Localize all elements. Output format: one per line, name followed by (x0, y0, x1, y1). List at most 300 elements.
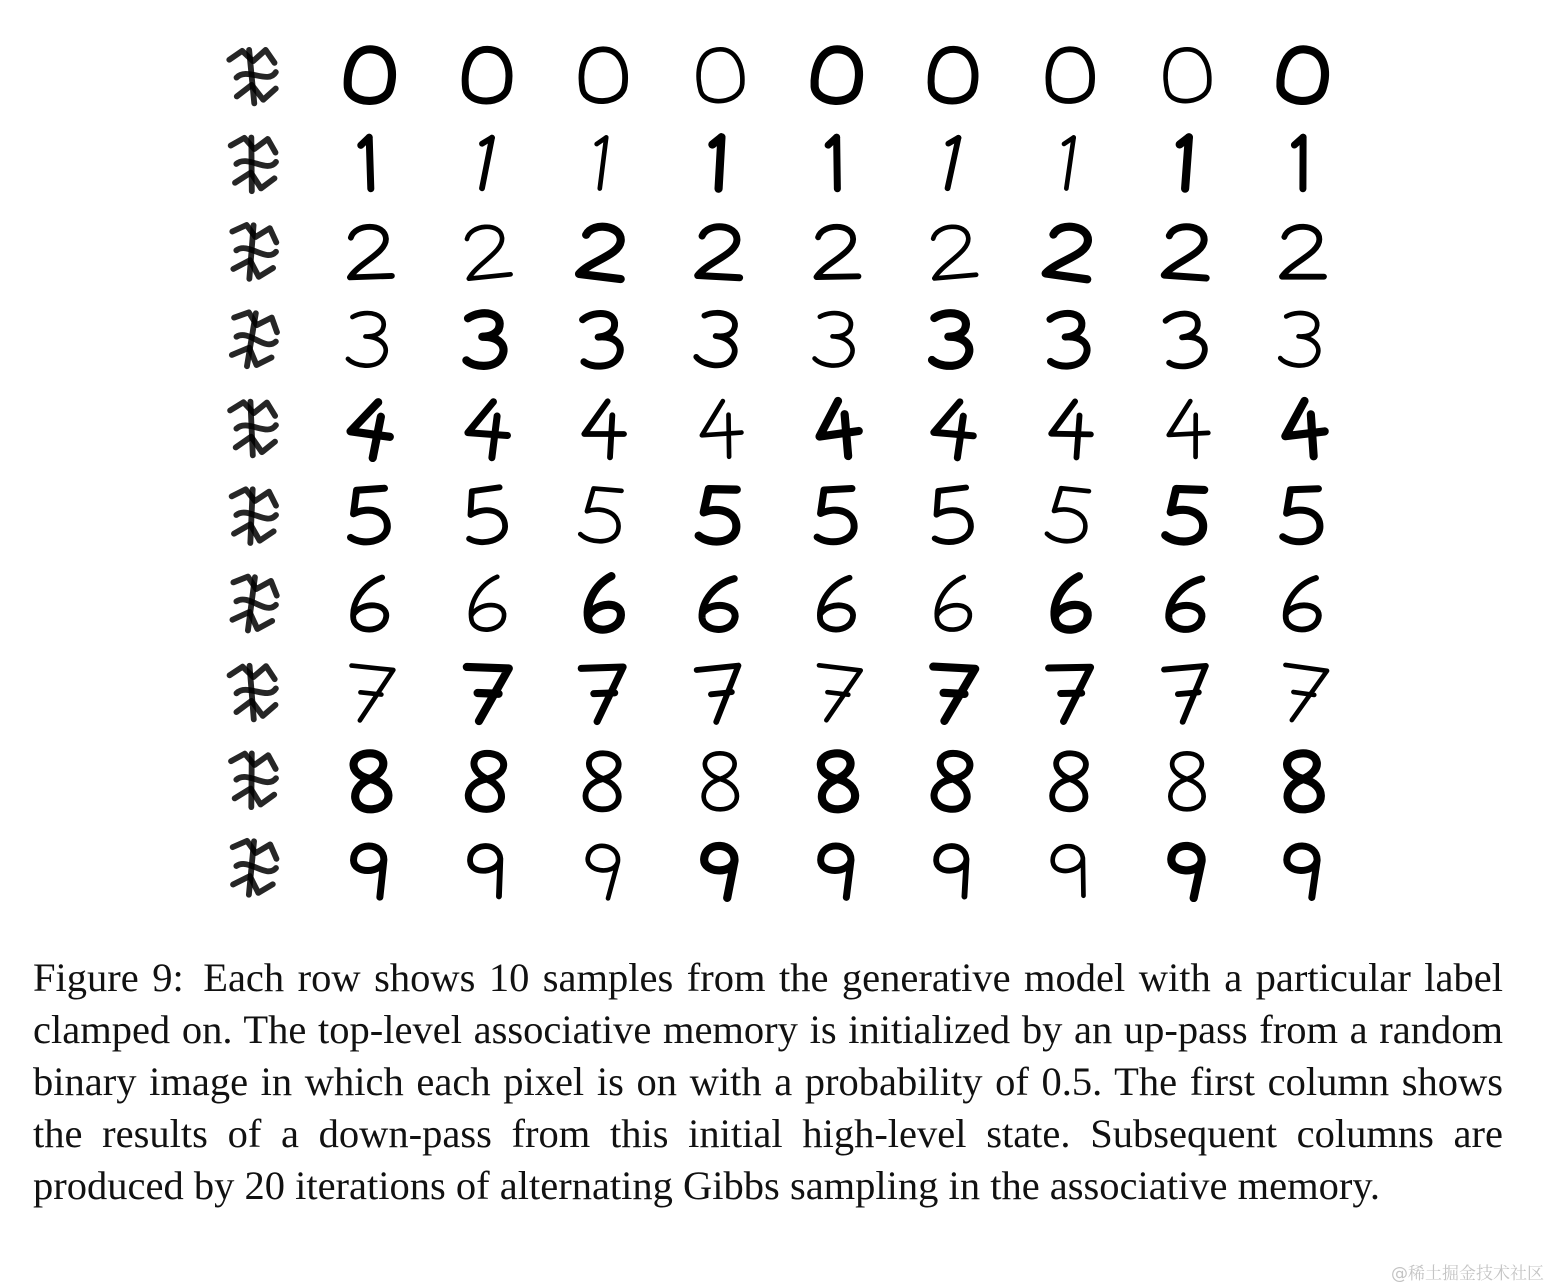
digit-sample (1025, 744, 1115, 814)
digit-stroke (700, 400, 742, 435)
digit-strokes (932, 400, 976, 459)
digit-sample (210, 304, 300, 374)
digit-strokes (585, 752, 621, 810)
digit-sample (210, 744, 300, 814)
digit-strokes (701, 576, 739, 631)
digit-strokes (812, 665, 860, 723)
digit-sample (675, 480, 765, 550)
digit-sample (792, 40, 882, 110)
digit-strokes (930, 225, 976, 278)
digit-stroke (594, 693, 615, 694)
digit-stroke (701, 576, 739, 631)
digit-stroke (351, 399, 395, 437)
digit-stroke (469, 845, 504, 899)
digit-sample (558, 480, 648, 550)
digit-strokes (1047, 49, 1092, 102)
digit-stroke (1281, 489, 1320, 543)
digit-sample (442, 392, 532, 462)
digit-strokes (819, 577, 854, 630)
digit-sample (210, 832, 300, 902)
digit-stroke (249, 137, 254, 191)
digit-stroke (1167, 575, 1206, 631)
digit-strokes (1046, 487, 1089, 543)
digit-sample (325, 216, 415, 286)
digit-stroke (347, 488, 388, 543)
digit-sample (325, 40, 415, 110)
digit-strokes (929, 488, 973, 544)
digit-sample (1258, 128, 1348, 198)
digit-strokes (465, 49, 510, 101)
digit-strokes (348, 312, 388, 366)
digit-strokes (930, 667, 975, 723)
digit-strokes (1163, 47, 1212, 103)
digit-strokes (1051, 844, 1088, 899)
digit-sample (1258, 480, 1348, 550)
digit-stroke (348, 312, 388, 366)
digit-sample (908, 40, 998, 110)
digit-sample (1025, 832, 1115, 902)
digit-stroke (583, 576, 622, 632)
digit-sample (325, 128, 415, 198)
digit-strokes (228, 311, 279, 370)
digit-sample (675, 568, 765, 638)
digit-sample (1142, 480, 1232, 550)
digit-sample (908, 392, 998, 462)
digit-sample (442, 216, 532, 286)
digit-sample (1025, 216, 1115, 286)
digit-stroke (1165, 489, 1204, 543)
digit-stroke (695, 47, 745, 104)
digit-sample (558, 568, 648, 638)
digit-stroke (821, 846, 851, 897)
digit-stroke (1051, 844, 1088, 899)
digit-sample (792, 832, 882, 902)
digit-stroke (584, 401, 624, 434)
digit-strokes (1167, 575, 1206, 631)
digit-stroke (1170, 753, 1203, 809)
digit-stroke (827, 692, 848, 695)
digit-sample (442, 832, 532, 902)
digit-sample (1142, 656, 1232, 726)
digit-stroke (699, 489, 737, 542)
digit-strokes (932, 751, 973, 811)
digit-strokes (579, 224, 627, 279)
digit-strokes (231, 225, 277, 280)
digit-stroke (360, 692, 381, 694)
digit-sample (908, 744, 998, 814)
digit-stroke (235, 171, 275, 189)
digit-strokes (1047, 312, 1088, 367)
digit-stroke (467, 751, 507, 811)
digit-strokes (1051, 401, 1092, 458)
digit-strokes (695, 47, 745, 104)
digit-sample (1025, 480, 1115, 550)
digit-stroke (236, 599, 276, 609)
digit-stroke (832, 137, 842, 189)
digit-stroke (1163, 311, 1207, 368)
digit-strokes (702, 845, 736, 898)
digit-sample (210, 568, 300, 638)
digit-strokes (346, 48, 394, 103)
digit-strokes (1051, 576, 1089, 631)
digit-strokes (346, 666, 393, 724)
digit-strokes (228, 47, 279, 106)
digit-sample (210, 656, 300, 726)
digit-strokes (815, 489, 855, 543)
digit-strokes (231, 753, 277, 808)
digit-sample (675, 656, 765, 726)
digit-stroke (353, 577, 387, 630)
digit-stroke (813, 47, 862, 103)
digit-stroke (1164, 225, 1209, 278)
digit-stroke (1046, 224, 1095, 279)
digit-strokes (353, 846, 384, 898)
digit-strokes (229, 575, 278, 632)
digit-stroke (250, 489, 252, 543)
digit-sample (1142, 568, 1232, 638)
digit-stroke (580, 488, 622, 543)
digit-stroke (236, 423, 276, 433)
digit-sample (908, 128, 998, 198)
digit-sample (675, 128, 765, 198)
digit-sample (442, 128, 532, 198)
digit-stroke (935, 845, 969, 898)
digit-strokes (1046, 224, 1095, 279)
watermark: @稀土掘金技术社区 (1391, 1264, 1544, 1284)
digit-stroke (1051, 576, 1089, 631)
digit-stroke (468, 400, 510, 435)
digit-strokes (580, 48, 626, 102)
digit-strokes (1062, 137, 1074, 189)
digit-sample-grid (210, 40, 1330, 910)
digit-stroke (249, 753, 253, 807)
digit-stroke (236, 686, 276, 697)
digit-sample (210, 216, 300, 286)
digit-strokes (581, 667, 625, 722)
digit-sample (792, 480, 882, 550)
digit-sample (1258, 832, 1348, 902)
digit-strokes (1165, 489, 1204, 543)
digit-sample (1025, 304, 1115, 374)
digit-sample (558, 128, 648, 198)
digit-sample (908, 656, 998, 726)
digit-sample (1025, 40, 1115, 110)
digit-stroke (702, 845, 736, 898)
digit-strokes (348, 226, 392, 277)
digit-sample (1142, 304, 1232, 374)
caption-text: Each row shows 10 samples from the generative model with a particular label clamped on. The top-level associative memory is initialized by an up-pass from a random binary image in which each pixel is on with a probability of 0.5. The first column shows the results of a down-pass from this initial high-level state. Subsequent columns are produced by 20 iterations of alternating Gibbs sampling in the associative memory. (33, 955, 1504, 1208)
digit-strokes (712, 137, 723, 189)
digit-sample (792, 656, 882, 726)
digit-strokes (469, 577, 505, 631)
digit-stroke (346, 48, 394, 103)
digit-strokes (815, 399, 862, 460)
digit-strokes (1180, 137, 1190, 188)
digit-sample (908, 832, 998, 902)
digit-strokes (351, 752, 390, 811)
digit-stroke (932, 313, 969, 366)
digit-sample (325, 568, 415, 638)
digit-sample (1258, 392, 1348, 462)
digit-stroke (610, 415, 612, 457)
digit-stroke (1163, 47, 1212, 103)
digit-strokes (230, 400, 279, 457)
digit-sample (1258, 40, 1348, 110)
digit-stroke (930, 49, 975, 102)
digit-strokes (232, 489, 276, 543)
digit-stroke (478, 693, 499, 694)
digit-stroke (1051, 752, 1088, 810)
digit-stroke (469, 577, 505, 631)
digit-sample (325, 832, 415, 902)
digit-sample (675, 304, 765, 374)
digit-sample (325, 304, 415, 374)
digit-stroke (1280, 312, 1322, 368)
figure-label: Figure 9: (33, 955, 184, 1000)
digit-sample (325, 744, 415, 814)
digit-strokes (1278, 665, 1327, 724)
digit-strokes (595, 137, 606, 189)
digit-sample (908, 568, 998, 638)
digit-stroke (842, 414, 850, 456)
digit-strokes (466, 400, 509, 459)
digit-sample (792, 392, 882, 462)
digit-stroke (1286, 846, 1317, 898)
digit-sample (792, 568, 882, 638)
digit-stroke (726, 415, 731, 457)
digit-strokes (1280, 312, 1322, 368)
digit-stroke (1285, 752, 1322, 810)
digit-stroke (348, 226, 392, 277)
digit-strokes (695, 311, 739, 368)
digit-sample (1142, 832, 1232, 902)
digit-sample (675, 40, 765, 110)
digit-stroke (236, 864, 276, 872)
digit-stroke (1309, 414, 1316, 456)
digit-strokes (580, 312, 622, 368)
digit-stroke (580, 48, 626, 102)
digit-sample (325, 656, 415, 726)
digit-strokes (700, 400, 743, 459)
digit-sample (442, 744, 532, 814)
digit-stroke (1168, 845, 1203, 899)
digit-strokes (583, 576, 622, 632)
digit-sample (325, 392, 415, 462)
digit-stroke (351, 752, 390, 811)
digit-strokes (818, 752, 856, 811)
digit-sample (675, 744, 765, 814)
digit-strokes (703, 753, 737, 810)
digit-strokes (813, 47, 862, 103)
digit-sample (442, 656, 532, 726)
digit-stroke (1180, 137, 1189, 144)
digit-strokes (1049, 667, 1092, 721)
digit-sample (442, 480, 532, 550)
digit-stroke (1278, 47, 1328, 104)
digit-strokes (347, 399, 394, 460)
digit-stroke (1193, 415, 1198, 457)
digit-strokes (932, 313, 969, 366)
digit-sample (792, 128, 882, 198)
digit-stroke (698, 226, 743, 278)
digit-sample (1142, 40, 1232, 110)
digit-sample (558, 656, 648, 726)
digit-stroke (1282, 227, 1324, 277)
digit-strokes (816, 226, 859, 277)
digit-sample (908, 480, 998, 550)
digit-stroke (236, 513, 276, 519)
digit-stroke (818, 752, 856, 811)
digit-strokes (1170, 753, 1203, 809)
digit-strokes (360, 137, 376, 189)
digit-strokes (463, 487, 507, 544)
digit-stroke (815, 399, 859, 437)
digit-stroke (1047, 312, 1088, 367)
digit-sample (210, 40, 300, 110)
digit-stroke (929, 488, 973, 544)
digit-strokes (1286, 846, 1317, 898)
digit-stroke (1178, 692, 1199, 694)
digit-strokes (230, 136, 277, 192)
digit-sample (1142, 128, 1232, 198)
digit-stroke (579, 224, 627, 279)
digit-stroke (1285, 576, 1321, 630)
digit-strokes (477, 137, 492, 189)
digit-stroke (932, 751, 973, 811)
digit-sample (1025, 392, 1115, 462)
digit-sample (1025, 656, 1115, 726)
digit-strokes (699, 489, 737, 542)
digit-stroke (814, 312, 855, 367)
digit-strokes (827, 137, 842, 189)
digit-stroke (944, 693, 965, 694)
digit-sample (1025, 128, 1115, 198)
digit-sample (442, 40, 532, 110)
digit-strokes (583, 844, 620, 899)
digit-sample (1258, 216, 1348, 286)
digit-stroke (935, 577, 970, 630)
digit-strokes (580, 488, 622, 543)
digit-sample (558, 392, 648, 462)
digit-stroke (1076, 415, 1079, 457)
digit-stroke (816, 226, 859, 277)
digit-stroke (1298, 137, 1307, 189)
digit-sample (210, 480, 300, 550)
digit-strokes (935, 577, 970, 630)
digit-sample (1142, 216, 1232, 286)
digit-sample (792, 304, 882, 374)
digit-strokes (1163, 311, 1207, 368)
digit-strokes (821, 846, 851, 897)
digit-stroke (930, 225, 976, 278)
digit-strokes (469, 845, 504, 899)
digit-sample (908, 216, 998, 286)
digit-stroke (711, 692, 732, 694)
digit-sample (442, 568, 532, 638)
digit-sample (442, 304, 532, 374)
digit-stroke (466, 313, 504, 366)
digit-stroke (1047, 49, 1092, 102)
digit-sample (210, 128, 300, 198)
digit-sample (558, 304, 648, 374)
digit-strokes (230, 840, 277, 896)
digit-stroke (1293, 692, 1314, 695)
digit-sample (675, 392, 765, 462)
digit-strokes (1051, 752, 1088, 810)
digit-stroke (1167, 400, 1208, 435)
digit-strokes (229, 663, 280, 722)
digit-sample (792, 216, 882, 286)
digit-strokes (464, 225, 511, 279)
digit-strokes (1285, 752, 1322, 810)
digit-strokes (1294, 137, 1308, 189)
digit-strokes (347, 488, 388, 543)
digit-stroke (464, 225, 511, 279)
digit-stroke (465, 49, 510, 101)
digit-strokes (353, 577, 387, 630)
digit-stroke (1281, 399, 1324, 436)
digit-strokes (1282, 227, 1324, 277)
digit-sample (1258, 744, 1348, 814)
digit-strokes (466, 313, 504, 366)
digit-stroke (815, 489, 855, 543)
digit-strokes (584, 401, 624, 457)
digit-strokes (1278, 47, 1328, 104)
digit-stroke (934, 400, 976, 436)
digit-strokes (467, 751, 507, 811)
digit-sample (1142, 744, 1232, 814)
digit-sample (908, 304, 998, 374)
digit-strokes (1164, 225, 1209, 278)
digit-sample (1025, 568, 1115, 638)
digit-sample (1142, 392, 1232, 462)
digit-stroke (373, 416, 381, 458)
digit-strokes (935, 845, 969, 898)
digit-sample (558, 40, 648, 110)
digit-stroke (819, 577, 854, 630)
figure-caption (33, 952, 1503, 1212)
digit-stroke (234, 788, 274, 806)
digit-strokes (1168, 845, 1203, 899)
digit-sample (675, 216, 765, 286)
digit-strokes (943, 137, 959, 189)
digit-stroke (1066, 137, 1073, 189)
digit-stroke (1051, 401, 1091, 434)
digit-stroke (1046, 487, 1089, 543)
digit-strokes (698, 226, 743, 278)
digit-strokes (1281, 489, 1320, 543)
digit-strokes (697, 666, 744, 724)
digit-strokes (814, 312, 855, 367)
digit-strokes (930, 49, 975, 102)
digit-stroke (703, 753, 737, 810)
digit-sample (558, 832, 648, 902)
digit-strokes (1281, 399, 1327, 459)
digit-stroke (585, 752, 621, 810)
digit-sample (210, 392, 300, 462)
digit-strokes (465, 667, 509, 722)
digit-sample (1258, 304, 1348, 374)
digit-sample (675, 832, 765, 902)
digit-stroke (236, 776, 276, 783)
digit-sample (325, 480, 415, 550)
digit-stroke (236, 159, 276, 167)
digit-strokes (1167, 400, 1210, 458)
digit-sample (558, 744, 648, 814)
digit-strokes (1285, 576, 1321, 630)
digit-sample (1258, 656, 1348, 726)
digit-stroke (236, 334, 276, 345)
